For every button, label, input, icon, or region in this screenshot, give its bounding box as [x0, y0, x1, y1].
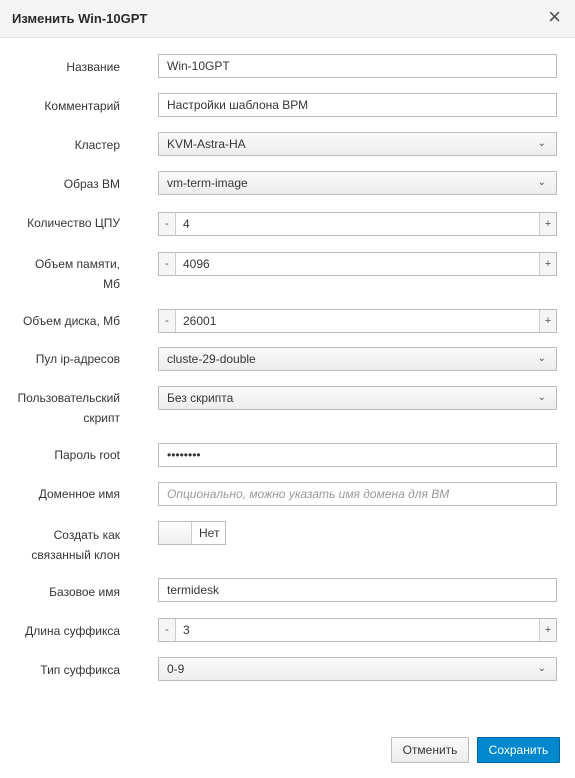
- suffix-length-label: Длина суффикса: [25, 624, 120, 638]
- suffix-length-stepper[interactable]: [158, 618, 557, 642]
- increment-button[interactable]: +: [539, 213, 556, 235]
- linked-clone-label-line1: Создать как: [53, 528, 120, 542]
- root-password-label: Пароль root: [54, 448, 120, 462]
- base-name-label: Базовое имя: [49, 585, 120, 599]
- cluster-select[interactable]: [158, 132, 557, 156]
- cpu-count-stepper[interactable]: [158, 212, 557, 236]
- memory-label-line1: Объем памяти,: [34, 257, 120, 271]
- increment-button[interactable]: +: [539, 619, 556, 641]
- decrement-button[interactable]: -: [159, 213, 176, 235]
- name-input[interactable]: Win-10GPT: [158, 54, 557, 78]
- domain-name-label: Доменное имя: [38, 487, 120, 501]
- chevron-down-icon: ⌄: [537, 392, 546, 403]
- chevron-down-icon: ⌄: [537, 663, 546, 674]
- vm-image-label: Образ ВМ: [63, 177, 120, 191]
- decrement-button[interactable]: -: [159, 619, 176, 641]
- decrement-button[interactable]: -: [159, 253, 176, 275]
- disk-stepper[interactable]: [158, 309, 557, 333]
- cpu-count-label: Количество ЦПУ: [27, 216, 120, 230]
- decrement-button[interactable]: -: [159, 310, 176, 332]
- user-script-label-line1: Пользовательский: [17, 391, 120, 405]
- name-label: Название: [66, 60, 120, 74]
- linked-clone-label-line2: связанный клон: [31, 548, 120, 562]
- suffix-length-value[interactable]: 3: [183, 623, 190, 637]
- ip-pool-value: cluste-29-double: [167, 352, 256, 366]
- vm-image-select[interactable]: [158, 171, 557, 195]
- increment-button[interactable]: +: [539, 310, 556, 332]
- toggle-knob[interactable]: [159, 522, 192, 544]
- comment-input[interactable]: Настройки шаблона ВРМ: [158, 93, 557, 117]
- memory-stepper[interactable]: [158, 252, 557, 276]
- root-password-input[interactable]: ••••••••: [158, 443, 557, 467]
- linked-clone-toggle[interactable]: [158, 521, 226, 545]
- ip-pool-label: Пул ip-адресов: [35, 352, 120, 366]
- chevron-down-icon: ⌄: [537, 353, 546, 364]
- ip-pool-select[interactable]: [158, 347, 557, 371]
- domain-name-input[interactable]: Опционально, можно указать имя домена для ВМ: [158, 482, 557, 506]
- disk-label: Объем диска, Мб: [23, 314, 120, 328]
- cancel-button[interactable]: Отменить: [391, 737, 469, 763]
- suffix-type-select[interactable]: [158, 657, 557, 681]
- toggle-state: Нет: [199, 526, 220, 540]
- base-name-input[interactable]: termidesk: [158, 578, 557, 602]
- memory-label-line2: Мб: [103, 277, 120, 291]
- user-script-select[interactable]: [158, 386, 557, 410]
- save-button[interactable]: Сохранить: [477, 737, 560, 763]
- vm-image-value: vm-term-image: [167, 176, 248, 190]
- user-script-value: Без скрипта: [167, 391, 234, 405]
- memory-value[interactable]: 4096: [183, 257, 210, 271]
- increment-button[interactable]: +: [539, 253, 556, 275]
- suffix-type-label: Тип суффикса: [40, 663, 120, 677]
- comment-label: Комментарий: [44, 99, 120, 113]
- cpu-count-value[interactable]: 4: [183, 217, 190, 231]
- cluster-label: Кластер: [74, 138, 120, 152]
- chevron-down-icon: ⌄: [537, 177, 546, 188]
- chevron-down-icon: ⌄: [537, 138, 546, 149]
- close-icon[interactable]: ×: [548, 4, 561, 29]
- dialog-title: Изменить Win-10GPT: [12, 11, 148, 26]
- cluster-value: KVM-Astra-HA: [167, 137, 246, 151]
- disk-value[interactable]: 26001: [183, 314, 217, 328]
- dialog-header: [0, 0, 575, 38]
- user-script-label-line2: скрипт: [83, 411, 120, 425]
- suffix-type-value: 0-9: [167, 662, 185, 676]
